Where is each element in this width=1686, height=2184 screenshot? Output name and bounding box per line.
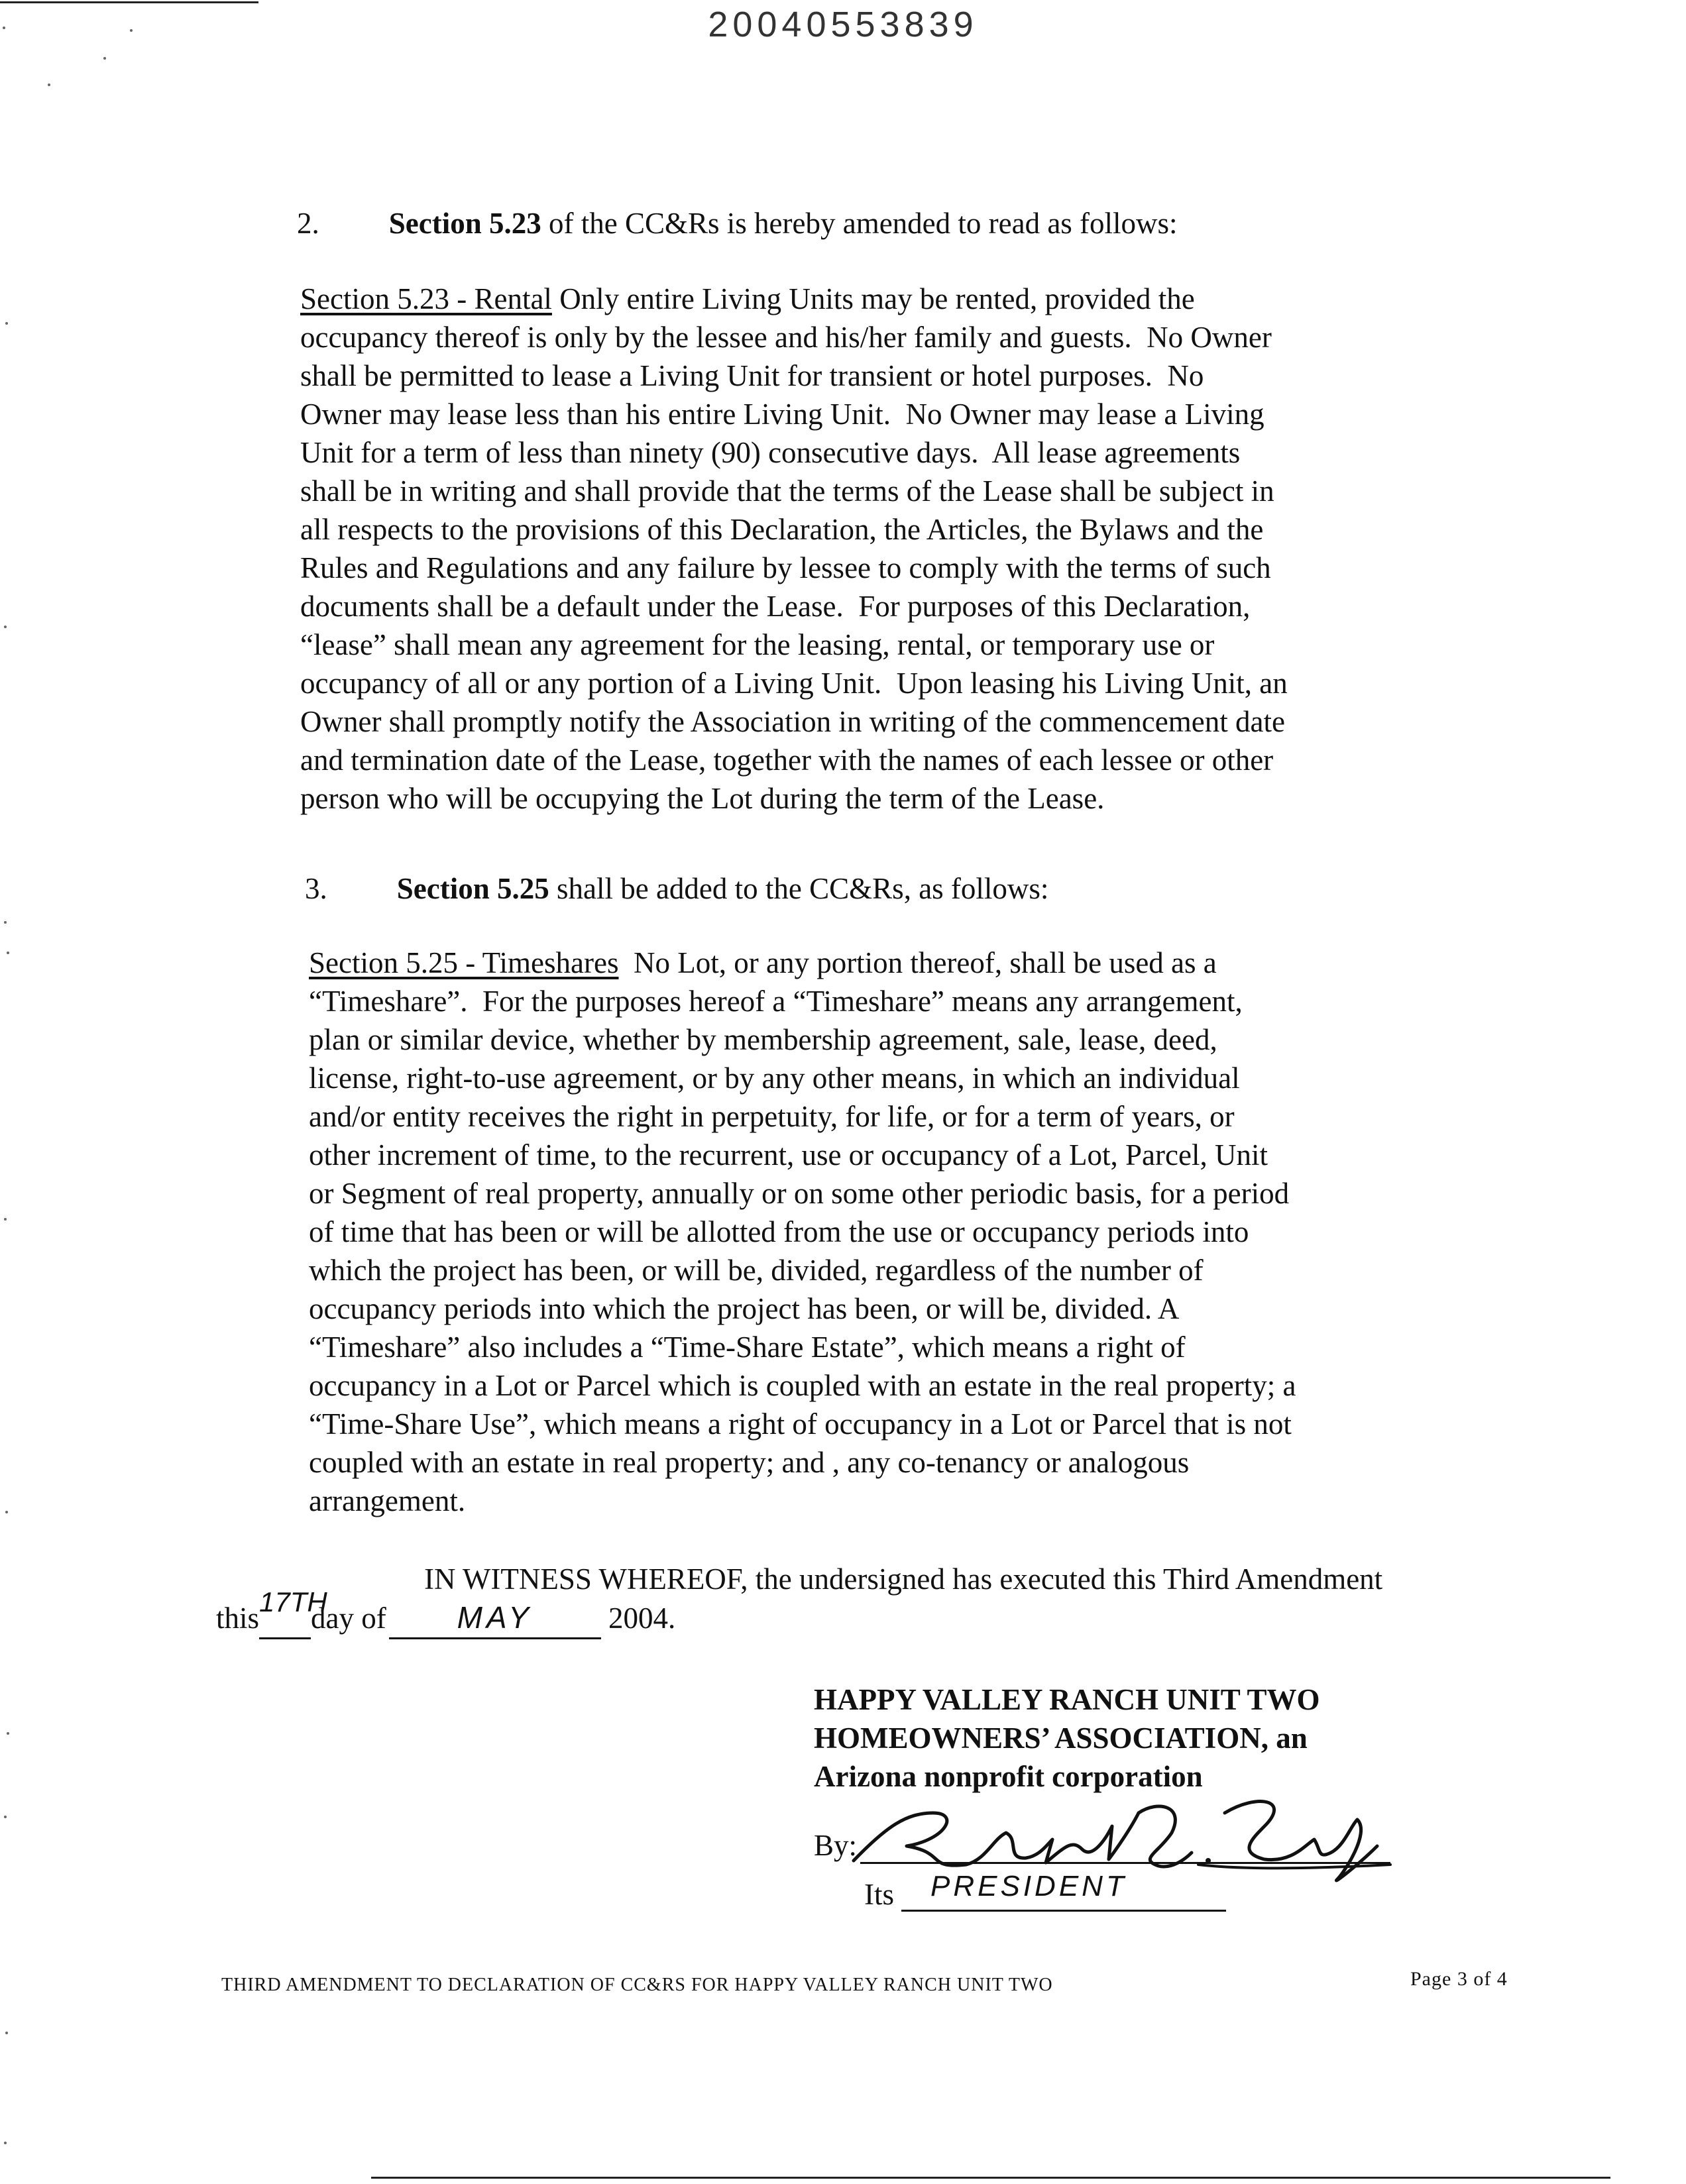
bottom-border-line [371,2177,1610,2179]
section-2-heading-text: of the CC&Rs is hereby amended to read as follows: [541,207,1178,240]
section-2-ref: Section 5.23 [388,207,541,240]
association-line: HAPPY VALLEY RANCH UNIT TWO [814,1683,1320,1716]
section-2-line: all respects to the provisions of this Declaration, the Articles, the Bylaws and the [300,513,1264,546]
section-2-line: person who will be occupying the Lot during the term of the Lease. [300,782,1105,815]
day-value: 17TH [259,1586,327,1617]
section-3-heading [305,869,1048,908]
section-3-ref: Section 5.25 [396,872,549,905]
section-2-line: shall be permitted to lease a Living Unit for transient or hotel purposes. No [300,359,1204,392]
by-line [814,1813,1397,1879]
month-value: MAY [457,1600,533,1635]
recording-number: 20040553839 [708,5,978,44]
section-2-heading [297,204,1178,243]
section-3-line: license, right-to-use agreement, or by any other means, in which an individual [309,1062,1240,1095]
month-blank [389,1598,601,1639]
section-3-line: occupancy in a Lot or Parcel which is coupled with an estate in the real property; a [309,1369,1296,1402]
its-label: Its [864,1878,894,1911]
section-3-line: of time that has been or will be allotted from the use or occupancy periods into [309,1215,1249,1248]
title-value: PRESIDENT [930,1870,1127,1902]
section-3-heading-text: shall be added to the CC&Rs, as follows: [549,872,1049,905]
section-2-line: Unit for a term of less than ninety (90) consecutive days. All lease agreements [300,436,1241,469]
section-3-line: “Time-Share Use”, which means a right of occupancy in a Lot or Parcel that is not [309,1407,1292,1441]
section-3-number: 3. [305,872,327,905]
section-2-line: occupancy of all or any portion of a Living Unit. Upon leasing his Living Unit, an [300,667,1288,700]
section-2-line: and termination date of the Lease, together with the names of each lessee or other [300,743,1274,777]
by-label: By: [814,1829,858,1862]
its-underline [901,1910,1226,1912]
section-3-line: occupancy periods into which the project has been, or will be, divided. A [309,1292,1180,1325]
section-3-title: Section 5.25 - Timeshares [309,946,619,979]
day-blank [259,1586,327,1639]
section-3-line: arrangement. [309,1484,466,1517]
association-line: Arizona nonprofit corporation [814,1760,1203,1793]
section-2-line: documents shall be a default under the Lease. For purposes of this Declaration, [300,590,1251,623]
section-3-line: which the project has been, or will be, divided, regardless of the number of [309,1254,1204,1287]
its-line [864,1871,1235,1918]
section-3-line: “Timeshare” also includes a “Time-Share Estate”, which means a right of [309,1331,1186,1364]
section-3-line: plan or similar device, whether by membership agreement, sale, lease, deed, [309,1023,1217,1056]
witness-date-line: this 17TH day of MAY 2004. [216,1598,675,1639]
witness-line: IN WITNESS WHEREOF, the undersigned has executed this Third Amendment [424,1562,1383,1596]
section-2-line: Owner may lease less than his entire Living Unit. No Owner may lease a Living [300,398,1264,431]
section-2-line: “lease” shall mean any agreement for the leasing, rental, or temporary use or [300,628,1215,661]
section-2-line: occupancy thereof is only by the lessee and his/her family and guests. No Owner [300,321,1272,354]
section-2-title: Section 5.23 - Rental [300,282,552,315]
section-2-number: 2. [297,207,319,240]
section-2-line: Rules and Regulations and any failure by lessee to comply with the terms of such [300,551,1271,584]
section-2-line: Section 5.23 - Rental Only entire Living Units may be rented, provided the [300,282,1195,315]
page-number: Page 3 of 4 [1410,1968,1508,1990]
footer-title: THIRD AMENDMENT TO DECLARATION OF CC&RS FOR HAPPY VALLEY RANCH UNIT TWO [221,1975,1053,1995]
top-border-line [0,1,258,3]
section-2-line: shall be in writing and shall provide that the terms of the Lease shall be subject in [300,474,1274,508]
section-3-line: Section 5.25 - Timeshares No Lot, or any portion thereof, shall be used as a [309,946,1217,979]
section-3-line: coupled with an estate in real property; and , any co-tenancy or analogous [309,1446,1190,1479]
section-3-line: or Segment of real property, annually or on some other periodic basis, for a period [309,1177,1290,1210]
association-line: HOMEOWNERS’ ASSOCIATION, an [814,1721,1308,1755]
section-3-line: and/or entity receives the right in perpetuity, for life, or for a term of years, or [309,1100,1235,1133]
section-3-line: other increment of time, to the recurrent, use or occupancy of a Lot, Parcel, Unit [309,1138,1268,1172]
section-2-line: Owner shall promptly notify the Association in writing of the commencement date [300,705,1285,738]
section-3-line: “Timeshare”. For the purposes hereof a “Timeshare” means any arrangement, [309,985,1243,1018]
